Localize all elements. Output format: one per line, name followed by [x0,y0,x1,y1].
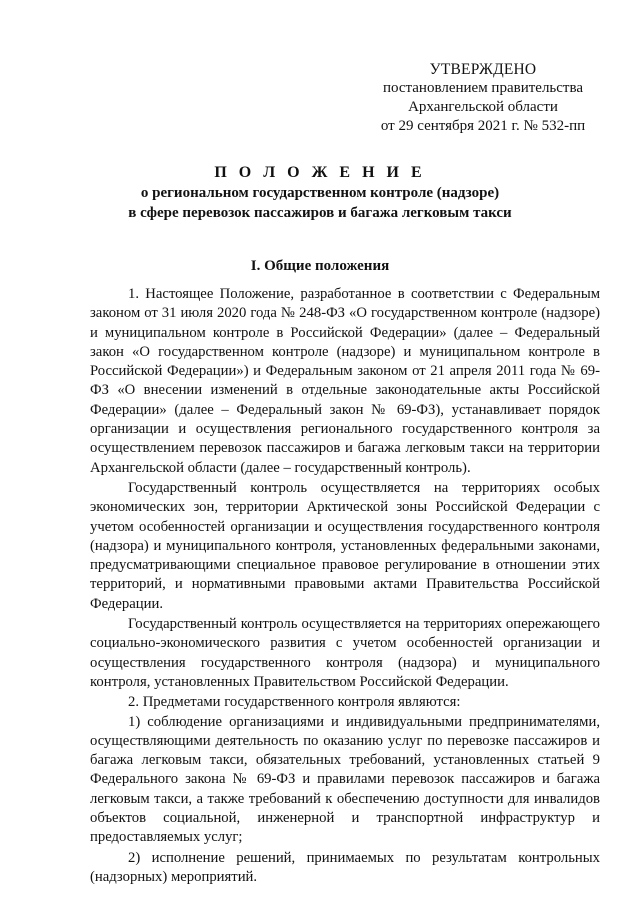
approval-line-3: от 29 сентября 2021 г. № 532-пп [380,118,586,134]
approval-stamp [358,60,608,136]
paragraph-6: 2) исполнение решений, принимаемых по результатам контрольных (надзорных) мероприятий. [90,849,600,885]
paragraph-5: 1) соблюдение организациями и индивидуальными предпринимателями, осуществляющими деятельность по оказанию услуг по перевозке пассажиров и багажа легковым такси, обязательных требований, установленных статьей 9 Федерального закона № 69-ФЗ и правилами перевозок пассажиров и багажа легковым такси, а также требований к обеспечению доступности для инвалидов объектов социальной, инженерной и транспортной инфраструктур и предоставляемых услуг; [90,713,600,846]
paragraph-2: Государственный контроль осуществляется на территориях особых экономических зон, территории Арктической зоны Российской Федерации с учетом особенностей организации и осуществления государственного контроля (надзора) и муниципального контроля, установленных федеральными законами, предусматривающими специальное правовое регулирование в отношении этих территорий, и нормативными правовыми актами Правительства Российской Федерации. [90,479,600,612]
document-subtitle-line-1: о региональном государственном контроле (надзоре) [140,185,500,201]
section-heading: I. Общие положения [250,258,390,274]
paragraph-1: 1. Настоящее Положение, разработанное в соответствии с Федеральным законом от 31 июля 2020 года № 248-ФЗ «О государственном контроле (надзоре) и муниципальном контроле в Российской Федерации» (далее – Федеральный закон «О государственном контроле (надзоре) и муниципальном контроле в Российской Федерации») и Федеральным законом от 21 апреля 2011 года № 69-ФЗ «О внесении изменений в отдельные законодательные акты Российской Федерации» (далее – Федеральный закон № 69-ФЗ), устанавливает порядок организации и осуществления регионального государственного контроля за осуществлением перевозок пассажиров и багажа легковым такси на территории Архангельской области (далее – государственный контроль). [90,286,600,476]
paragraph-3: Государственный контроль осуществляется на территориях опережающего социально-экономического развития с учетом особенностей организации и осуществления государственного контроля (надзора) и муниципального контроля, установленных Правительством Российской Федерации. [90,616,600,690]
approval-line-1: постановлением правительства [382,80,584,96]
document-subtitle-line-2: в сфере перевозок пассажиров и багажа легковым такси [128,205,512,221]
document-body [90,285,600,887]
approval-line-2: Архангельской области [408,99,558,115]
document-title: П О Л О Ж Е Н И Е [214,164,426,181]
document-title-block [40,163,600,223]
approval-heading: УТВЕРЖДЕНО [429,61,537,78]
paragraph-4: 2. Предметами государственного контроля являются: [128,694,461,711]
